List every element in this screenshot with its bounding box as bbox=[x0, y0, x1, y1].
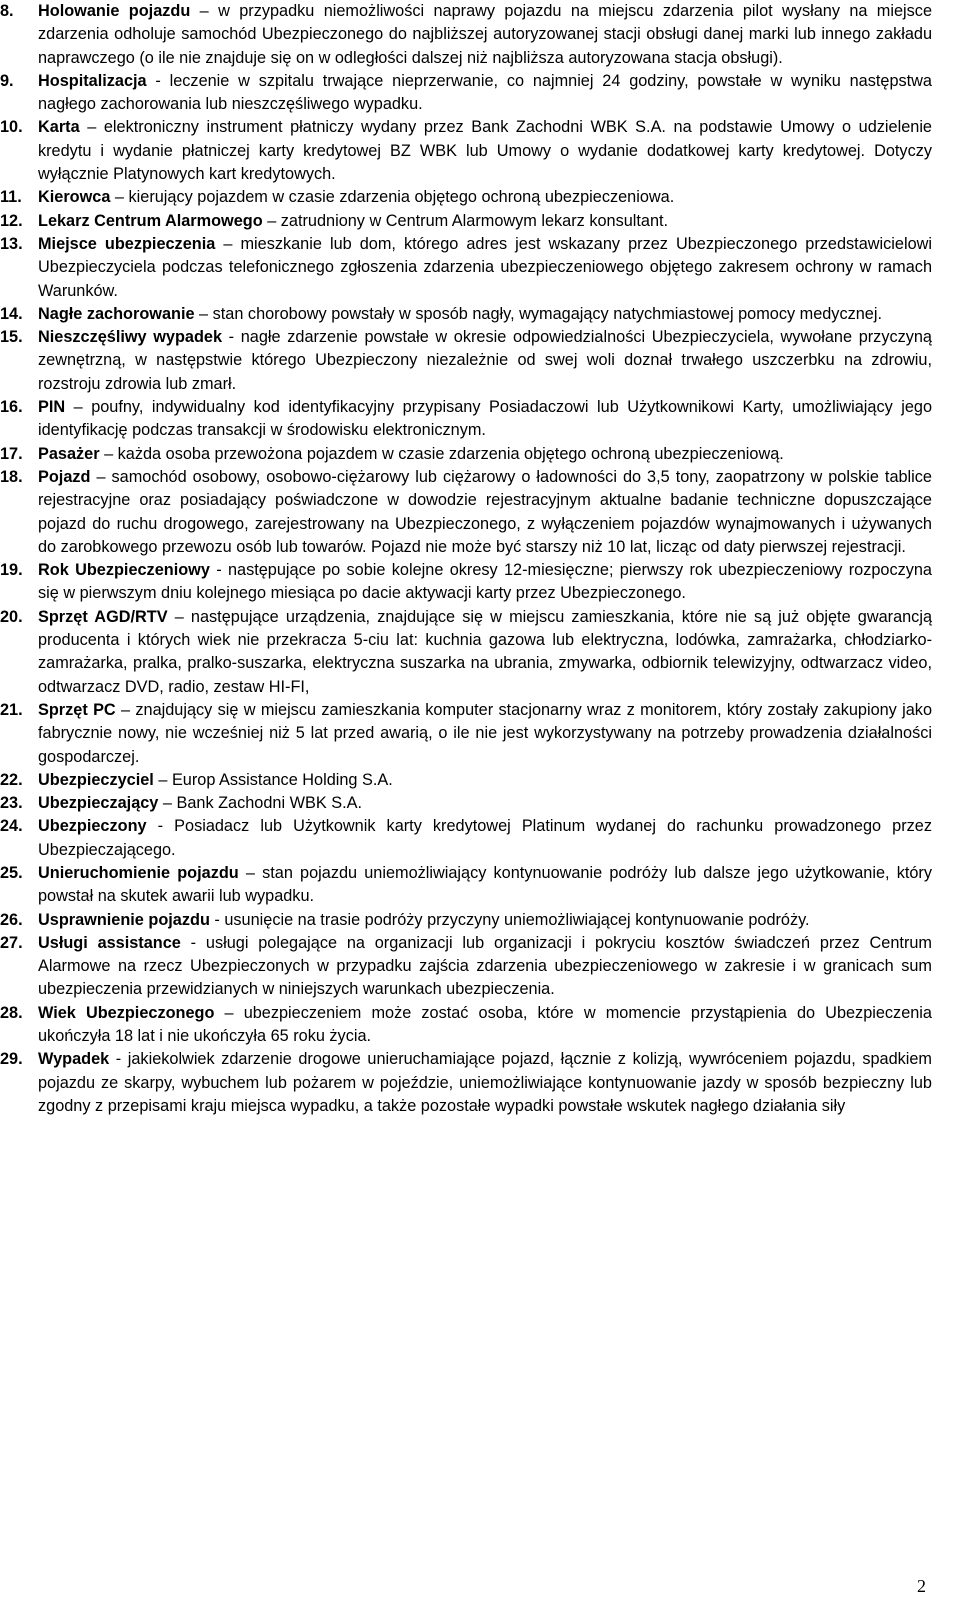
definition-term: Nieszczęśliwy wypadek bbox=[38, 328, 223, 347]
definition-number: 17. bbox=[0, 444, 23, 463]
definition-term: Lekarz Centrum Alarmowego bbox=[38, 211, 263, 230]
definition-item bbox=[0, 233, 932, 303]
definition-number: 23. bbox=[0, 794, 23, 813]
definition-number: 9. bbox=[0, 71, 14, 90]
definition-number: 19. bbox=[0, 561, 23, 580]
definition-text: – każda osoba przewożona pojazdem w czasie zdarzenia objętego ochroną ubezpieczeniową. bbox=[99, 444, 784, 463]
definition-item bbox=[0, 559, 932, 606]
definition-number: 12. bbox=[0, 211, 23, 230]
definition-number: 11. bbox=[0, 188, 22, 207]
definition-item bbox=[0, 815, 932, 862]
definition-text: – Europ Assistance Holding S.A. bbox=[153, 770, 393, 789]
definition-term: Wypadek bbox=[38, 1050, 110, 1069]
definition-term: Usprawnienie pojazdu bbox=[38, 910, 210, 929]
definition-text: – następujące urządzenia, znajdujące się w miejscu zamieszkania, które nie są już objęte gwarancją producenta i których wiek nie przekracza 5-ciu lat: kuchnia gazowa lub elektryczna, lodówka, zamrażarka, chłodziarko-zamrażarka, pralka, pralko-suszarka, elektryczna suszarka na ubrania, zmywarka, odbiornik telewizyjny, odtwarzacz video, odtwarzacz DVD, radio, zestaw HI-FI, bbox=[38, 607, 932, 696]
definition-text: - leczenie w szpitalu trwające nieprzerwanie, co najmniej 24 godziny, powstałe w wyniku następstwa nagłego zachorowania lub nieszczęśliwego wypadku. bbox=[38, 71, 932, 114]
definition-term: Hospitalizacja bbox=[38, 71, 147, 90]
definition-number: 26. bbox=[0, 910, 23, 929]
definition-term: Usługi assistance bbox=[38, 933, 181, 952]
definition-term: PIN bbox=[38, 398, 66, 417]
definition-term: Rok Ubezpieczeniowy bbox=[38, 561, 210, 580]
definition-text: – poufny, indywidualny kod identyfikacyjny przypisany Posiadaczowi lub Użytkownikowi Karty, umożliwiający jego identyfikację podczas transakcji w środowisku elektronicznym. bbox=[38, 398, 932, 440]
definition-item bbox=[0, 186, 932, 209]
definition-text: - jakiekolwiek zdarzenie drogowe unieruchamiające pojazd, łącznie z kolizją, wywróceniem pojazdu, spadkiem pojazdu ze skarpy, wybuchem lub pożarem w pojeździe, uniemożliwiające kontynuowanie jazdy w sposób bezpieczny lub zgodny z przepisami kraju miejsca wypadku, a także pozostałe wypadki powstałe wskutek nagłego działania siły bbox=[38, 1050, 932, 1115]
definition-number: 8. bbox=[0, 2, 14, 20]
definition-text: – stan pojazdu uniemożliwiający kontynuowanie podróży lub dalsze jego użytkowanie, który powstał na skutek awarii lub wypadku. bbox=[38, 863, 932, 906]
definition-text: – samochód osobowy, osobowo-ciężarowy lub ciężarowy o ładowności do 3,5 tony, zaopatrzony w polskie tablice rejestracyjne oraz posiadający poświadczone w dowodzie rejestracyjnym aktualne badanie techniczne dopuszczające pojazd do ruchu drogowego, zarejestrowany na Ubezpieczonego, z wyłączeniem pojazdów wynajmowanych i używanych do zarobkowego przewozu osób lub towarów. Pojazd nie może być starszy niż 10 lat, licząc od daty pierwszej rejestracji. bbox=[38, 467, 932, 556]
definition-item bbox=[0, 396, 932, 443]
definition-number: 22. bbox=[0, 770, 23, 789]
definition-item bbox=[0, 1048, 932, 1118]
definition-term: Pasażer bbox=[38, 444, 100, 463]
definition-term: Nagłe zachorowanie bbox=[38, 304, 195, 323]
definition-text: - nagłe zdarzenie powstałe w okresie odpowiedzialności Ubezpieczyciela, wywołane przyczyną zewnętrzną, w następstwie którego Ubezpieczony niezależnie od swej woli doznał trwałego uszczerbku na zdrowiu, rozstroju zdrowia lub zmarł. bbox=[38, 328, 932, 393]
definition-text: – w przypadku niemożliwości naprawy pojazdu na miejscu zdarzenia pilot wysłany na miejsce zdarzenia odholuje samochód Ubezpieczonego do najbliższej autoryzowanej stacji obsługi danej marki lub innego zakładu naprawczego (o ile nie znajduje się on w odległości dalszej niż najbliższa autoryzowana stacja obsługi). bbox=[38, 2, 932, 67]
definition-term: Sprzęt PC bbox=[38, 700, 116, 719]
definition-number: 15. bbox=[0, 328, 23, 347]
definition-item bbox=[0, 303, 932, 326]
definition-item bbox=[0, 210, 932, 233]
definition-term: Pojazd bbox=[38, 467, 91, 486]
definition-item bbox=[0, 116, 932, 186]
definition-text: - następujące po sobie kolejne okresy 12-miesięczne; pierwszy rok ubezpieczeniowy rozpoczyna się w pierwszym dniu kolejnego miesiąca po dacie aktywacji karty przez Ubezpieczonego. bbox=[38, 561, 932, 603]
definition-number: 29. bbox=[0, 1050, 23, 1069]
definition-item bbox=[0, 326, 932, 396]
definition-number: 28. bbox=[0, 1003, 23, 1022]
definition-item bbox=[0, 792, 932, 815]
definition-text: – znajdujący się w miejscu zamieszkania komputer stacjonarny wraz z monitorem, który zostały zakupiony jako fabrycznie nowy, nie wcześniej niż 5 lat przed awarią, o ile nie jest wykorzystywany na potrzeby prowadzenia działalności gospodarczej. bbox=[38, 700, 933, 766]
definition-number: 10. bbox=[0, 118, 23, 137]
definition-term: Sprzęt AGD/RTV bbox=[38, 607, 168, 626]
definition-text: – mieszkanie lub dom, którego adres jest wskazany przez Ubezpieczonego przedstawicielowi Ubezpieczyciela podczas telefonicznego zgłoszenia zdarzenia ubezpieczeniowego objętego zakresem ochrony w ramach Warunków. bbox=[38, 234, 932, 300]
definition-text: – kierujący pojazdem w czasie zdarzenia objętego ochroną ubezpieczeniowa. bbox=[110, 188, 675, 207]
definition-number: 18. bbox=[0, 467, 23, 486]
definition-item bbox=[0, 443, 932, 466]
definition-text: – zatrudniony w Centrum Alarmowym lekarz konsultant. bbox=[262, 211, 669, 230]
definition-term: Miejsce ubezpieczenia bbox=[38, 234, 216, 253]
definition-item bbox=[0, 699, 932, 769]
definition-term: Karta bbox=[38, 118, 80, 137]
definition-number: 24. bbox=[0, 817, 23, 836]
definition-item bbox=[0, 862, 932, 909]
definition-text: - usunięcie na trasie podróży przyczyny uniemożliwiającej kontynuowanie podróży. bbox=[209, 910, 810, 929]
definition-term: Ubezpieczający bbox=[38, 794, 159, 813]
definition-number: 14. bbox=[0, 304, 23, 323]
definition-term: Ubezpieczony bbox=[38, 817, 147, 836]
definition-number: 21. bbox=[0, 700, 23, 719]
definition-text: - usługi polegające na organizacji lub organizacji i pokryciu kosztów świadczeń przez Centrum Alarmowe na rzecz Ubezpieczonych w przypadku zajścia zdarzenia ubezpieczeniowego w zakresie i w granicach sum ubezpieczenia przewidzianych w niniejszych warunkach ubezpieczenia. bbox=[38, 933, 932, 999]
definition-number: 16. bbox=[0, 398, 23, 417]
definition-term: Ubezpieczyciel bbox=[38, 770, 154, 789]
definition-number: 20. bbox=[0, 607, 23, 626]
definition-term: Kierowca bbox=[38, 188, 111, 207]
definition-item bbox=[0, 466, 932, 559]
definition-text: – ubezpieczeniem może zostać osoba, które w momencie przystąpienia do Ubezpieczenia ukończyła 18 lat i nie ukończyła 65 roku życia. bbox=[38, 1003, 932, 1046]
definition-text: – Bank Zachodni WBK S.A. bbox=[158, 794, 362, 813]
definition-text: – elektroniczny instrument płatniczy wydany przez Bank Zachodni WBK S.A. na podstawie Umowy o udzielenie kredytu i wydanie płatniczej karty kredytowej BZ WBK lub Umowy o wydanie dodatkowej karty kredytowej. Dotyczy wyłącznie Platynowych kart kredytowych. bbox=[38, 118, 932, 184]
definition-term: Wiek Ubezpieczonego bbox=[38, 1003, 215, 1022]
page-number: 2 bbox=[917, 1576, 926, 1596]
definition-item bbox=[0, 909, 932, 932]
definition-item bbox=[0, 932, 932, 1002]
definition-number: 27. bbox=[0, 933, 23, 952]
definition-item bbox=[0, 0, 932, 70]
definition-term: Holowanie pojazdu bbox=[38, 2, 191, 20]
definition-text: - Posiadacz lub Użytkownik karty kredytowej Platinum wydanej do rachunku prowadzonego przez Ubezpieczającego. bbox=[38, 817, 932, 859]
definition-item bbox=[0, 769, 932, 792]
definition-number: 25. bbox=[0, 863, 23, 882]
definition-text: – stan chorobowy powstały w sposób nagły, wymagający natychmiastowej pomocy medycznej. bbox=[194, 304, 882, 323]
definition-term: Unieruchomienie pojazdu bbox=[38, 863, 239, 882]
definition-item bbox=[0, 1002, 932, 1049]
definition-item bbox=[0, 70, 932, 117]
definition-number: 13. bbox=[0, 234, 23, 253]
definition-item bbox=[0, 606, 932, 699]
